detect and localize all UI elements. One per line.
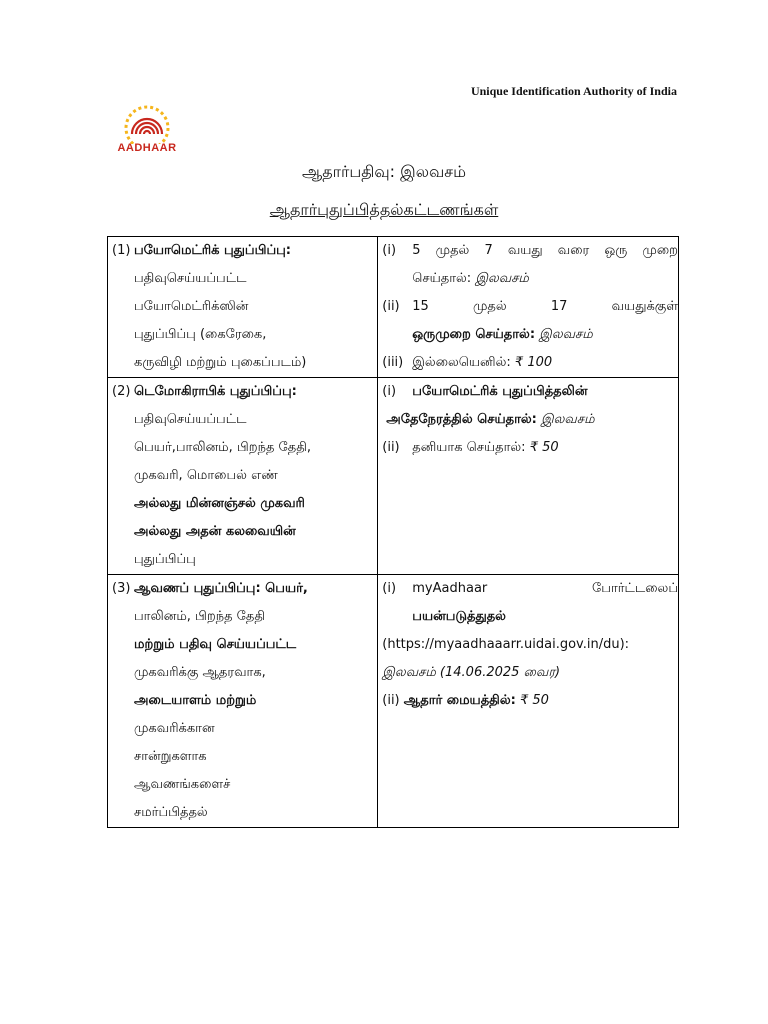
service-line: சமர்ப்பித்தல் (134, 805, 208, 820)
fee-value: ₹ 50 (529, 440, 559, 455)
row-number: (3) (112, 581, 131, 596)
aadhaar-logo (112, 104, 182, 158)
fee-number: (ii) (382, 440, 400, 455)
service-line: பயோமெட்ரிக்ஸின் (134, 299, 249, 314)
fee-label: அதேநேரத்தில் செய்தால்: (386, 412, 537, 427)
fee-number: (ii) (382, 693, 400, 708)
fee-value: ₹ 50 (519, 693, 549, 708)
fee-line (412, 349, 678, 377)
fee-line (382, 687, 678, 715)
logo-text: AADHAAR (117, 142, 177, 154)
service-line: புதுப்பிப்பு (கைரேகை, (134, 327, 267, 342)
fee-value: ₹ 100 (514, 355, 553, 370)
fee-value: இலவசம் (14.06.2025 வைர) (382, 665, 561, 680)
service-cell (108, 378, 378, 575)
fee-line (412, 321, 678, 349)
fee-number: (i) (382, 384, 397, 399)
fee-cell (378, 575, 679, 828)
fee-label: ஒருமுறை செய்தால்: (412, 327, 536, 342)
service-line: முகவரிக்கான (134, 721, 215, 736)
fee-line (412, 434, 678, 462)
service-line: மற்றும் பதிவு செய்யப்பட்ட (134, 637, 297, 652)
service-title: டெமோகிராபிக் புதுப்பிப்பு: (134, 384, 297, 399)
service-line: அல்லது மின்னஞ்சல் முகவரி (134, 496, 305, 511)
fee-label: தனியாக செய்தால்: (412, 440, 526, 455)
fee-cell (378, 378, 679, 575)
fee-line: பயன்படுத்துதல் (412, 609, 506, 624)
page-subtitle: ஆதார்புதுப்பித்தல்கட்டணங்கள் (269, 200, 499, 219)
fee-number: (i) (382, 581, 397, 596)
aadhaar-sun-fingerprint-icon (112, 104, 182, 144)
service-line: ஆவணங்களைச் (134, 777, 231, 792)
fee-value: இலவசம் (539, 327, 593, 342)
service-title: பயோமெட்ரிக் புதுப்பிப்பு: (134, 243, 291, 258)
service-title: ஆவணப் புதுப்பிப்பு: பெயர், (134, 581, 308, 596)
service-line: பதிவுசெய்யப்பட்ட (134, 412, 247, 427)
fee-label: இல்லையெனில்: (412, 355, 511, 370)
fee-label: ஆதார் மையத்தில்: (403, 693, 516, 708)
fee-line: பயோமெட்ரிக் புதுப்பித்தலின் (412, 384, 588, 399)
service-cell (108, 237, 378, 378)
fee-table (107, 236, 679, 828)
portal-url: (https://myaadhaaarr.uidai.gov.in/du): (382, 637, 630, 652)
service-line: சான்றுகளாக (134, 749, 207, 764)
fee-label: செய்தால்: (412, 271, 472, 286)
fee-line: myAadhaar போர்ட்டலைப் (412, 581, 678, 596)
fee-line: 15 முதல் 17 வயதுக்குள் (412, 299, 678, 314)
service-line: புதுப்பிப்பு (134, 552, 196, 567)
fee-value: இலவசம் (475, 271, 529, 286)
fee-value: இலவசம் (541, 412, 595, 427)
service-line: கருவிழி மற்றும் புகைப்படம்) (134, 355, 307, 370)
service-line: பெயர்,பாலினம், பிறந்த தேதி, (134, 440, 312, 455)
row-number: (1) (112, 243, 131, 258)
fee-number: (i) (382, 243, 397, 258)
service-line: பதிவுசெய்யப்பட்ட (134, 271, 247, 286)
organization-name: Unique Identification Authority of India (470, 84, 677, 98)
fee-line: 5 முதல் 7 வயது வரை ஒரு முறை (412, 243, 678, 258)
page-title: ஆதார்பதிவு: இலவசம் (301, 162, 467, 181)
table-row (108, 237, 679, 378)
service-line: முகவரிக்கு ஆதரவாக, (134, 665, 266, 680)
service-line: முகவரி, மொபைல் எண் (134, 468, 278, 483)
fee-cell (378, 237, 679, 378)
service-line: அடையாளம் மற்றும் (134, 693, 257, 708)
fee-line (386, 406, 678, 434)
table-row (108, 575, 679, 828)
fee-number: (iii) (382, 355, 404, 370)
service-line: அல்லது அதன் கலவையின் (134, 524, 296, 539)
fee-number: (ii) (382, 299, 400, 314)
service-line: பாலினம், பிறந்த தேதி (134, 609, 266, 624)
service-cell (108, 575, 378, 828)
fee-line (412, 265, 678, 293)
table-row (108, 378, 679, 575)
row-number: (2) (112, 384, 131, 399)
